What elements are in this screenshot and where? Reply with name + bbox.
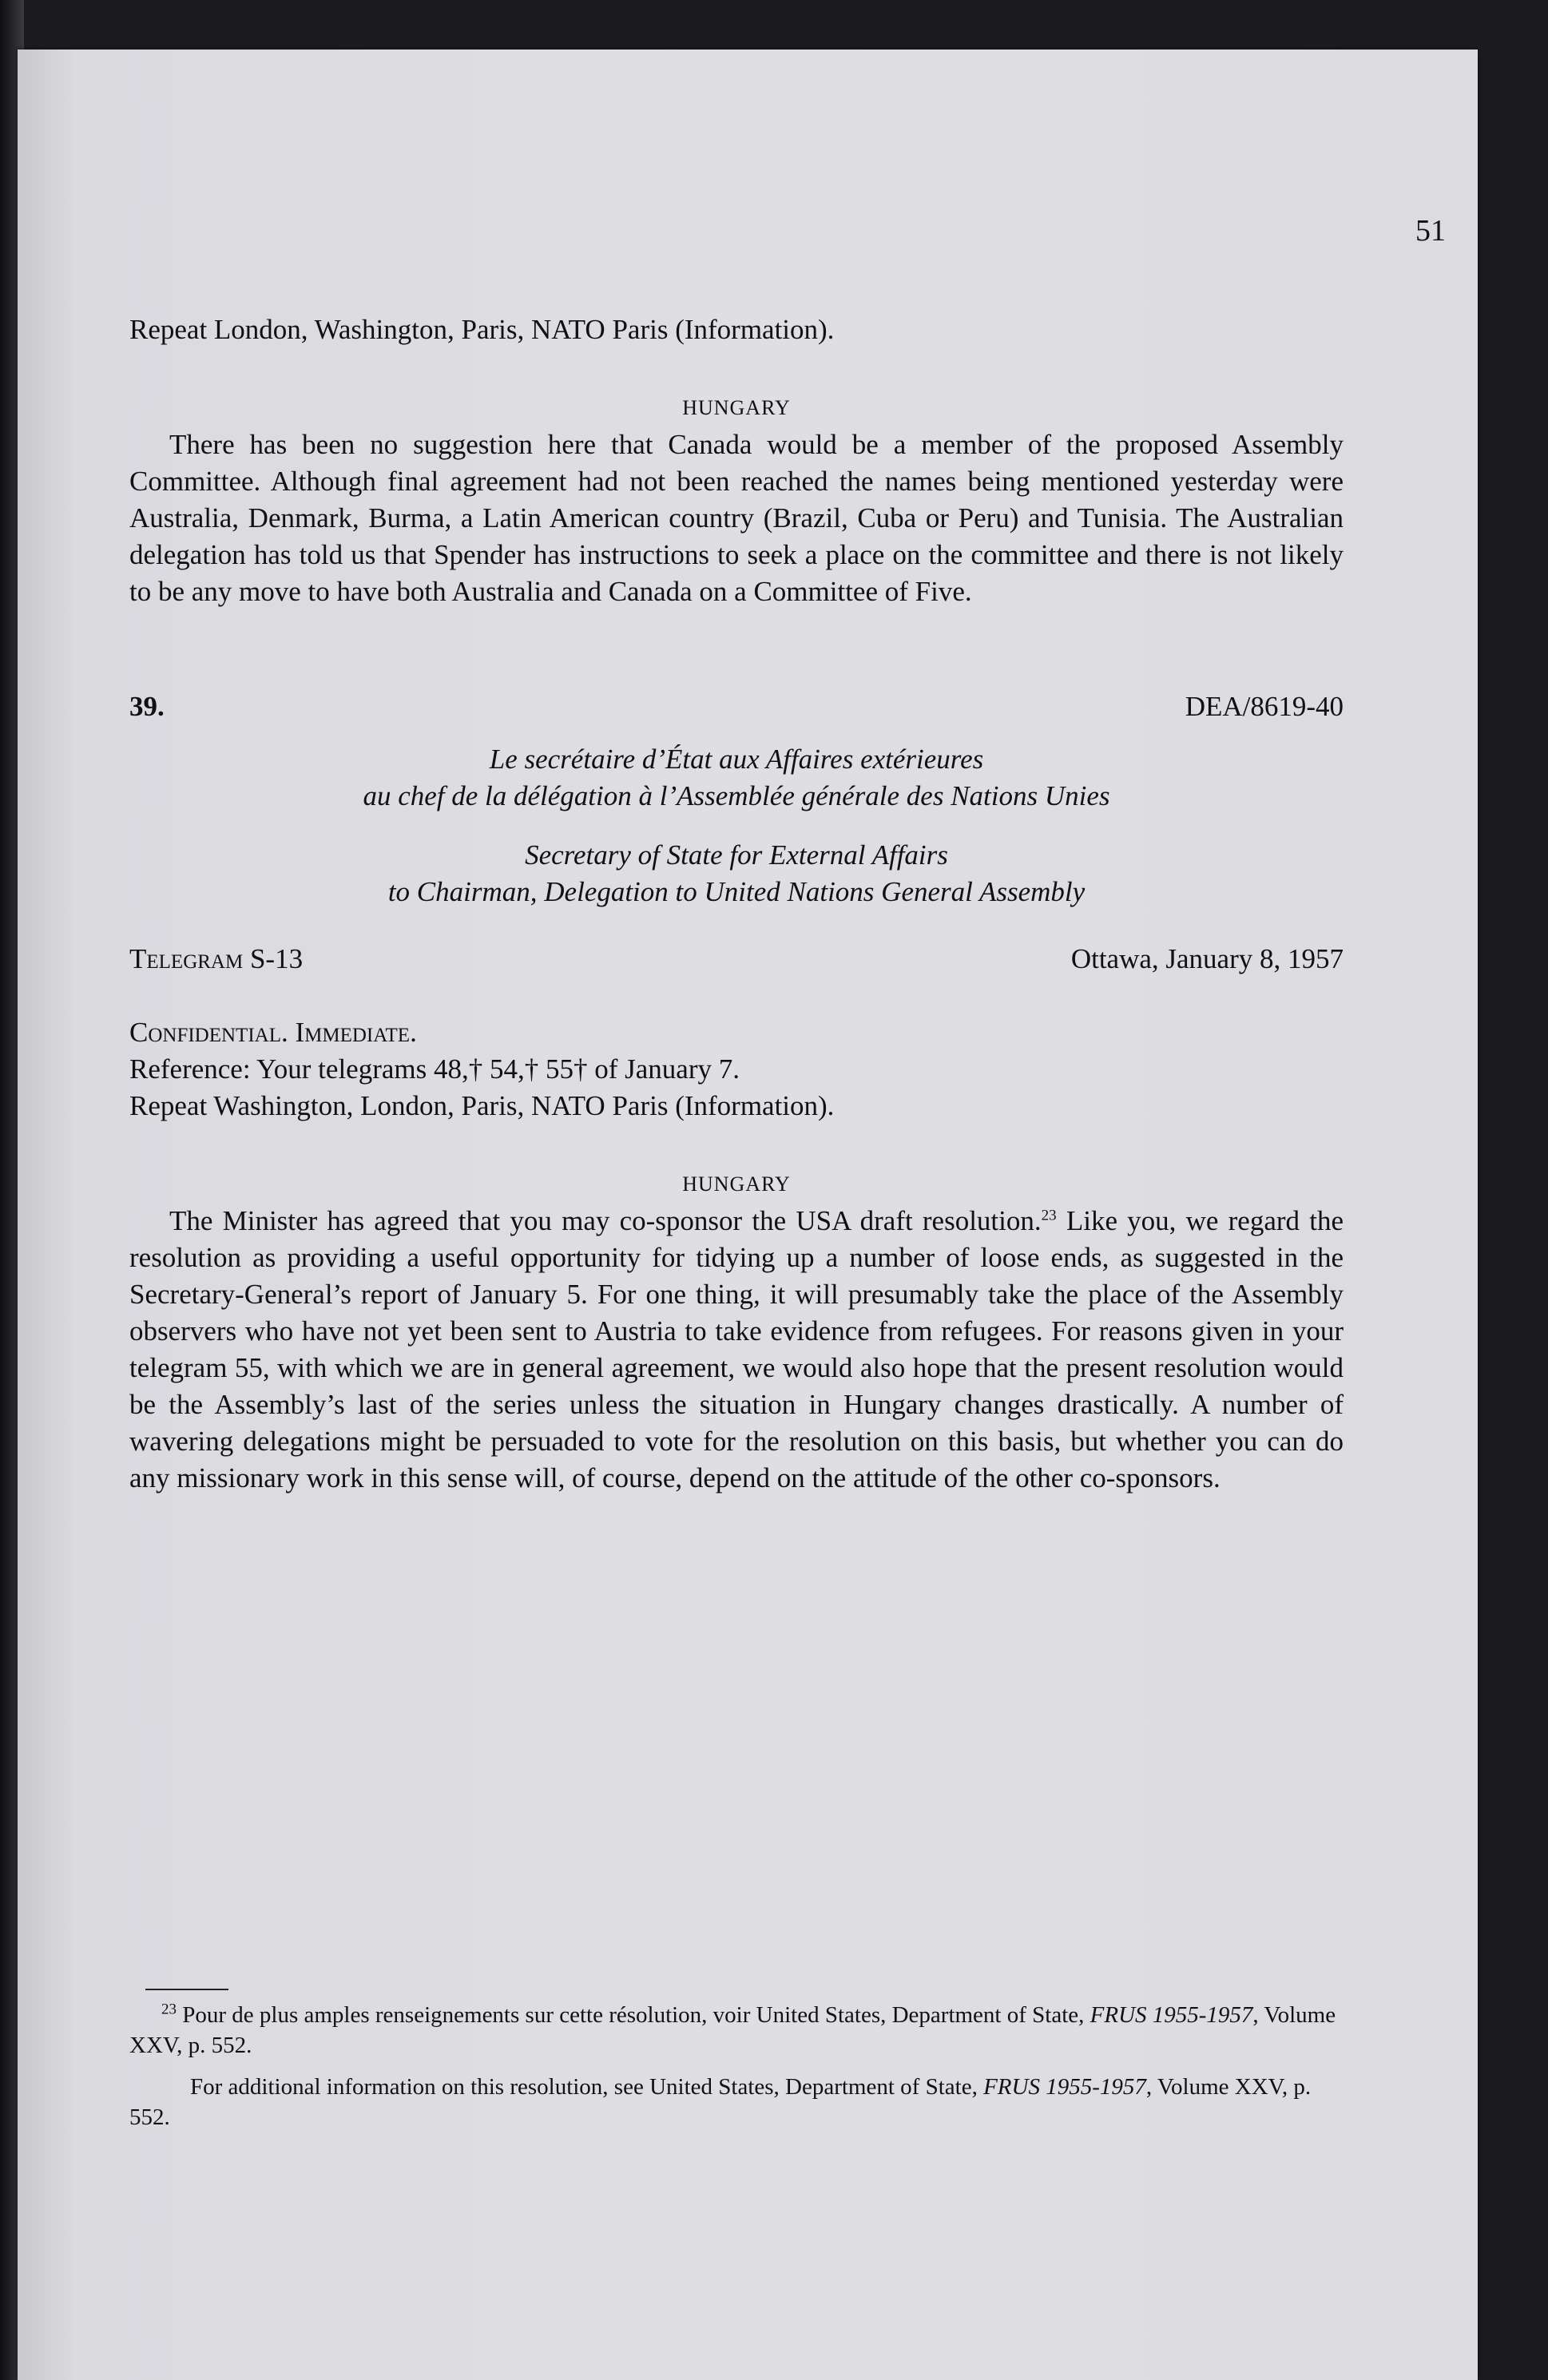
paragraph-co-sponsor	[129, 1203, 1344, 1497]
footnote-french	[129, 2000, 1344, 2061]
book-page	[18, 50, 1478, 2380]
paragraph-committee: There has been no suggestion here that Canada would be a member of the proposed Assembly Committee. Although final agreement had not been reached the names being mentioned yesterday were Australia, Denmark, Burma, a Latin American country (Brazil, Cuba or Peru) and Tunisia. The Australian delegation has told us that Spender has instructions to seek a place on the committee and there is not likely to be any move to have both Australia and Canada on a Committee of Five.	[129, 429, 1344, 607]
footnote-english-text: For additional information on this resolution, see United States, Department of State,	[190, 2074, 984, 2100]
footnote-french-source: FRUS 1955-1957	[1090, 2002, 1253, 2028]
paragraph-co-sponsor-rest: Like you, we regard the resolution as providing a useful opportunity for tidying up a number of loose ends, as suggested in the Secretary-General’s report of January 5. For one thing, it will presumably take the place of the Assembly observers who have not yet been sent to Austria to take evidence from refugees. For reasons given in your telegram 55, with which we are in general agreement, we would also hope that the present resolution would be the Assembly’s last of the series unless the situation in Hungary changes drastically. A number of wavering delegations might be persuaded to vote for the resolution on this basis, but whether you can do any missionary work in this sense will, of course, depend on the attitude of the other co-sponsors.	[129, 1205, 1344, 1493]
page-number: 51	[1415, 214, 1446, 248]
section-heading-hungary-2: HUNGARY	[682, 1172, 791, 1196]
classification: Confidential. Immediate.	[129, 1017, 417, 1048]
footnote-french-text: Pour de plus amples renseignements sur cette résolution, voir United States, Department of State,	[177, 2002, 1090, 2028]
french-title-line-1: Le secrétaire d’État aux Affaires extérieures	[489, 744, 984, 775]
repeat-line: Repeat Washington, London, Paris, NATO Paris (Information).	[129, 1090, 835, 1121]
document-number: 39.	[129, 691, 165, 722]
section-heading-hungary-1: HUNGARY	[682, 396, 791, 419]
reference-line: Reference: Your telegrams 48,† 54,† 55† of January 7.	[129, 1053, 740, 1085]
french-title-line-2: au chef de la délégation à l’Assemblée générale des Nations Unies	[363, 780, 1110, 811]
document-header-row	[129, 688, 1344, 725]
footnote-english-end: , Volume XXV, p. 552.	[129, 2074, 1312, 2130]
footnote-french-end: , Volume XXV, p. 552.	[129, 2002, 1336, 2058]
telegram-number: Telegram S-13	[129, 943, 304, 974]
footnote-english-source: FRUS 1955-1957	[983, 2074, 1146, 2100]
place-date: Ottawa, January 8, 1957	[1070, 943, 1344, 974]
english-title-line-2: to Chairman, Delegation to United Nations General Assembly	[387, 876, 1086, 907]
english-title-line-1: Secretary of State for External Affairs	[525, 839, 948, 871]
telegram-row	[129, 941, 1344, 978]
footnote-reference-23: 23	[1041, 1207, 1057, 1224]
footnote-mark: 23	[161, 2001, 177, 2018]
paragraph-co-sponsor-start: The Minister has agreed that you may co-sponsor the USA draft resolution.	[169, 1205, 1042, 1236]
document-reference: DEA/8619-40	[1185, 691, 1344, 722]
repeat-line-top: Repeat London, Washington, Paris, NATO Paris (Information).	[129, 314, 835, 345]
footnote-english	[129, 2072, 1344, 2132]
footnote-rule	[145, 1989, 228, 1990]
